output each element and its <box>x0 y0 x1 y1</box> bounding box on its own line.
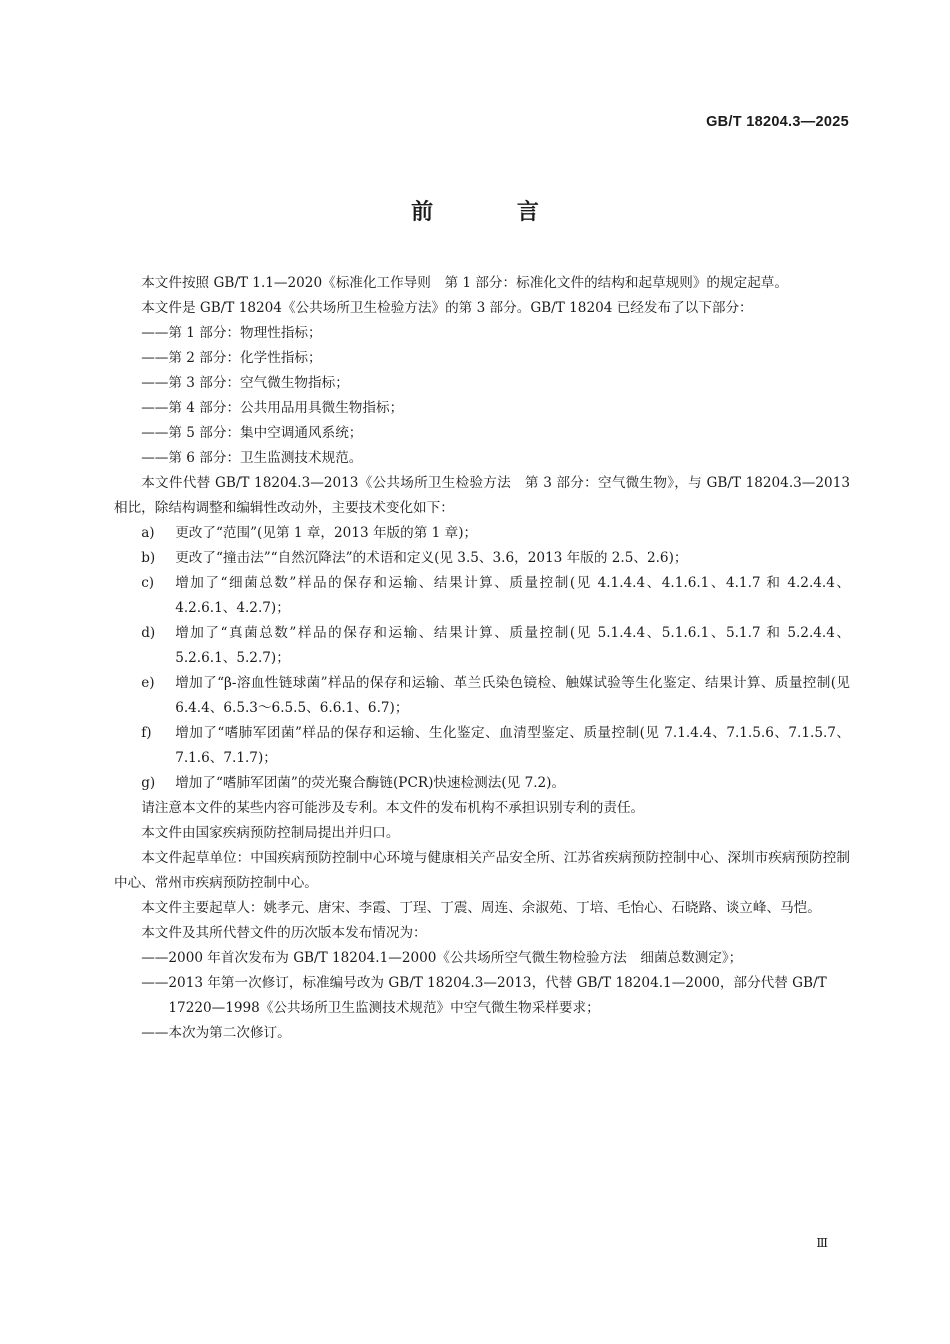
list-item-part: ——第 3 部分：空气微生物指标； <box>141 375 349 391</box>
list-item-change <box>114 521 850 546</box>
change-text: 更改了“范围”(见第 1 章，2013 年版的第 1 章)； <box>175 525 478 541</box>
paragraph-drafting-rules: 本文件按照 GB/T 1.1—2020《标准化工作导则 第 1 部分：标准化文件的结构和起草规则》的规定起草。 <box>141 275 788 291</box>
paragraph-history-intro: 本文件及其所代替文件的历次版本发布情况为： <box>141 925 427 941</box>
change-label: a) <box>141 525 155 541</box>
list-item-change <box>114 771 850 796</box>
change-label: e) <box>141 675 155 691</box>
change-text: 增加了“β-溶血性链球菌”样品的保存和运输、革兰氏染色镜检、触媒试验等生化鉴定、结果计算、质量控制(见 6.4.4、6.5.3～6.5.5、6.6.1、6.7)； <box>175 675 850 716</box>
page-number: Ⅲ <box>816 1236 828 1250</box>
document-body <box>114 271 850 1046</box>
change-label: c) <box>141 575 155 591</box>
change-label: g) <box>141 775 156 791</box>
change-label: d) <box>141 625 156 641</box>
list-item-part: ——第 5 部分：集中空调通风系统； <box>141 425 363 441</box>
change-text: 增加了“嗜肺军团菌”样品的保存和运输、生化鉴定、血清型鉴定、质量控制(见 7.1.4.4、7.1.5.6、7.1.5.7、7.1.6、7.1.7)； <box>175 725 850 766</box>
list-item-part: ——第 6 部分：卫生监测技术规范。 <box>141 450 363 466</box>
paragraph-drafting-units: 本文件起草单位：中国疾病预防控制中心环境与健康相关产品安全所、江苏省疾病预防控制中心、深圳市疾病预防控制中心、常州市疾病预防控制中心。 <box>114 850 850 891</box>
change-text: 更改了“撞击法”“自然沉降法”的术语和定义(见 3.5、3.6，2013 年版的 2.5、2.6)； <box>175 550 688 566</box>
list-item-change <box>114 721 850 771</box>
paragraph-drafters: 本文件主要起草人：姚孝元、唐宋、李霞、丁珵、丁震、周连、余淑苑、丁培、毛怡心、石晓路、谈立峰、马恺。 <box>141 900 821 916</box>
list-item-part: ——第 1 部分：物理性指标； <box>141 325 322 341</box>
standard-code: GB/T 18204.3—2025 <box>706 114 849 130</box>
list-item-part: ——第 2 部分：化学性指标； <box>141 350 322 366</box>
change-text: 增加了“真菌总数”样品的保存和运输、结果计算、质量控制(见 5.1.4.4、5.1.6.1、5.1.7 和 5.2.4.4、5.2.6.1、5.2.7)； <box>175 625 850 666</box>
change-text: 增加了“细菌总数”样品的保存和运输、结果计算、质量控制(见 4.1.4.4、4.1.6.1、4.1.7 和 4.2.4.4、4.2.6.1、4.2.7)； <box>175 575 850 616</box>
paragraph-replaces: 本文件代替 GB/T 18204.3—2013《公共场所卫生检验方法 第 3 部分：空气微生物》，与 GB/T 18204.3—2013 相比，除结构调整和编辑性改动外，主要技术变化如下： <box>114 475 850 516</box>
change-label: b) <box>141 550 156 566</box>
list-item-change <box>114 546 850 571</box>
paragraph-proposer: 本文件由国家疾病预防控制局提出并归口。 <box>141 825 400 841</box>
list-item-change <box>114 671 850 721</box>
list-item-part: ——第 4 部分：公共用品用具微生物指标； <box>141 400 404 416</box>
paragraph-series-intro: 本文件是 GB/T 18204《公共场所卫生检验方法》的第 3 部分。GB/T 18204 已经发布了以下部分： <box>141 300 753 316</box>
list-item-history: ——2000 年首次发布为 GB/T 18204.1—2000《公共场所空气微生物检验方法 细菌总数测定》； <box>141 950 743 966</box>
list-item-change <box>114 621 850 671</box>
change-text: 增加了“嗜肺军团菌”的荧光聚合酶链(PCR)快速检测法(见 7.2)。 <box>175 775 566 791</box>
page-title: 前 言 <box>411 200 577 225</box>
change-label: f) <box>141 725 152 741</box>
paragraph-patent-notice: 请注意本文件的某些内容可能涉及专利。本文件的发布机构不承担识别专利的责任。 <box>141 800 645 816</box>
list-item-change <box>114 571 850 621</box>
list-item-history: ——2013 年第一次修订，标准编号改为 GB/T 18204.3—2013，代替 GB/T 18204.1—2000，部分代替 GB/T 17220—1998《公共场所卫生监测技术规范》中空气微生物采样要求； <box>141 975 827 1016</box>
list-item-history: ——本次为第二次修订。 <box>141 1025 291 1041</box>
